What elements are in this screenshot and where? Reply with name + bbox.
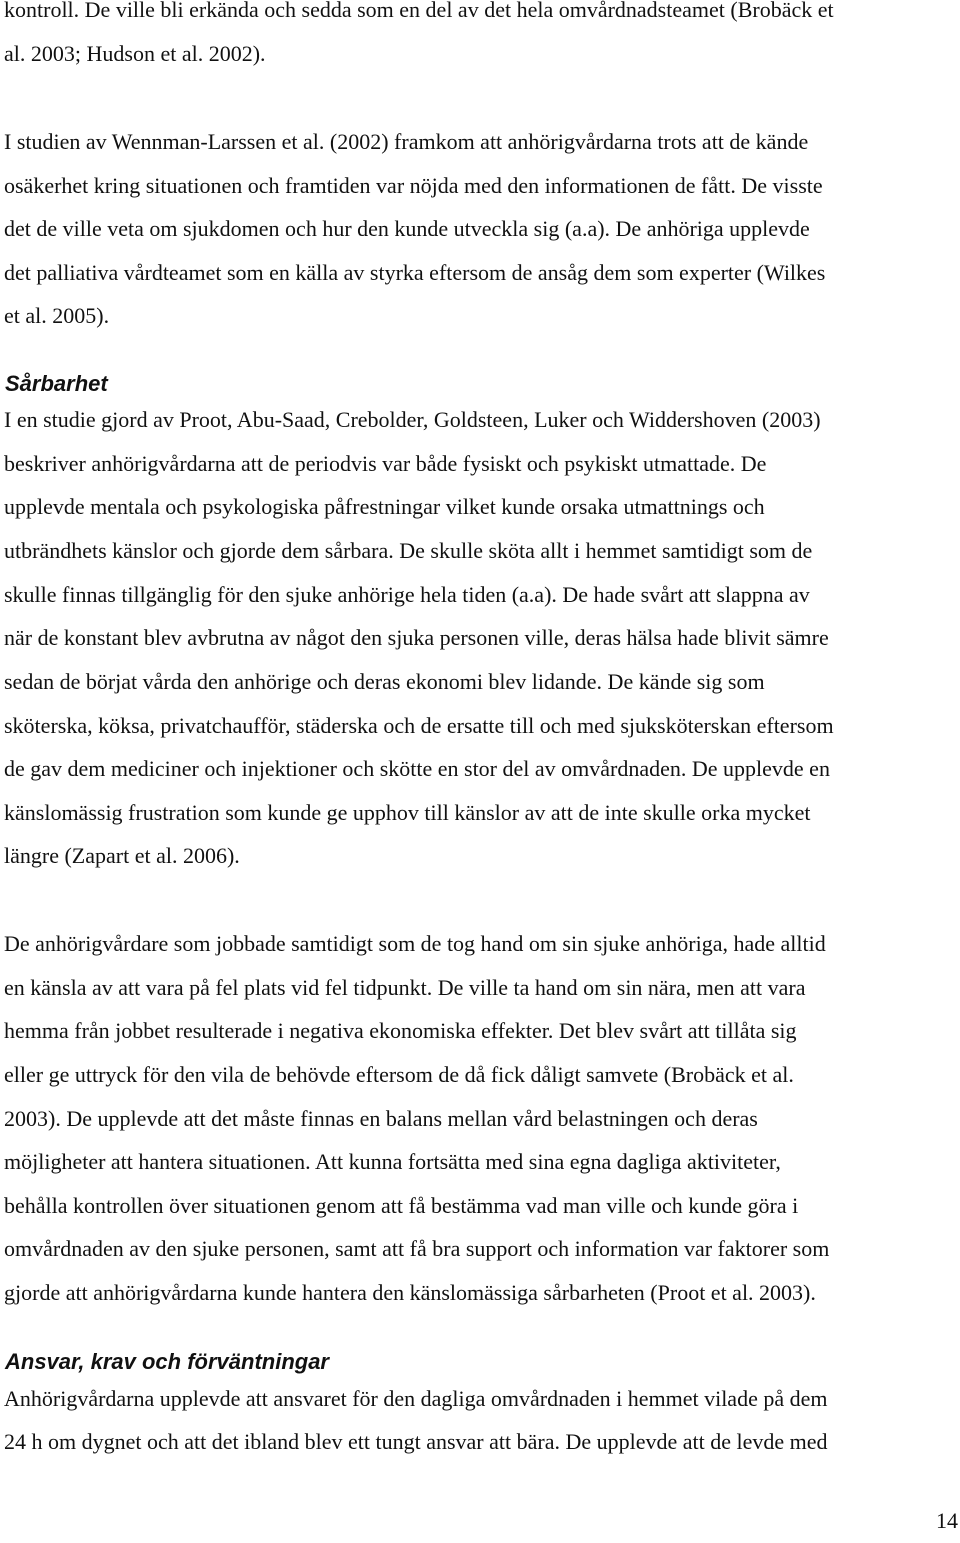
- text-line: när de konstant blev avbrutna av något den sjuka personen ville, deras hälsa hade blivit sämre: [4, 625, 829, 650]
- text-line: längre (Zapart et al. 2006).: [4, 843, 240, 868]
- text-line: det de ville veta om sjukdomen och hur den kunde utveckla sig (a.a). De anhöriga upplevde: [4, 216, 810, 241]
- text-line: et al. 2005).: [4, 303, 110, 328]
- text-line: upplevde mentala och psykologiska påfrestningar vilket kunde orsaka utmattnings och: [4, 494, 765, 519]
- page-number: 14: [936, 1508, 958, 1533]
- text-line: gjorde att anhörigvårdarna kunde hantera den känslomässiga sårbarheten (Proot et al. 2003).: [4, 1280, 816, 1305]
- text-line: osäkerhet kring situationen och framtiden var nöjda med den informationen de fått. De visste: [4, 173, 823, 198]
- text-line: omvårdnaden av den sjuke personen, samt att få bra support och information var faktorer som: [4, 1236, 830, 1261]
- text-line: beskriver anhörigvårdarna att de periodvis var både fysiskt och psykiskt utmattade. De: [4, 451, 767, 476]
- text-line: en känsla av att vara på fel plats vid fel tidpunkt. De ville ta hand om sin nära, men att vara: [4, 975, 806, 1000]
- text-line: känslomässig frustration som kunde ge upphov till känslor av att de inte skulle orka mycket: [4, 800, 811, 825]
- text-line: Anhörigvårdarna upplevde att ansvaret för den dagliga omvårdnaden i hemmet vilade på dem: [4, 1386, 828, 1411]
- text-line: möjligheter att hantera situationen. Att kunna fortsätta med sina egna dagliga aktiviteter,: [4, 1149, 781, 1174]
- text-line: skulle finnas tillgänglig för den sjuke anhörige hela tiden (a.a). De hade svårt att slappna av: [4, 582, 810, 607]
- text-line: I studien av Wennman-Larssen et al. (2002) framkom att anhörigvårdarna trots att de kände: [4, 129, 809, 154]
- text-line: I en studie gjord av Proot, Abu-Saad, Crebolder, Goldsteen, Luker och Widdershoven (2003): [4, 407, 821, 432]
- text-line: De anhörigvårdare som jobbade samtidigt som de tog hand om sin sjuke anhöriga, hade alltid: [4, 931, 826, 956]
- text-line: sedan de börjat vårda den anhörige och deras ekonomi blev lidande. De kände sig som: [4, 669, 765, 694]
- text-line: 2003). De upplevde att det måste finnas en balans mellan vård belastningen och deras: [4, 1106, 758, 1131]
- section-heading-sarbarhet: Sårbarhet: [5, 371, 108, 396]
- text-line: 24 h om dygnet och att det ibland blev ett tungt ansvar att bära. De upplevde att de levde med: [4, 1429, 828, 1454]
- text-line: kontroll. De ville bli erkända och sedda som en del av det hela omvårdnadsteamet (Brobäck et: [4, 0, 834, 22]
- text-line: det palliativa vårdteamet som en källa av styrka eftersom de ansåg dem som experter (Wilkes: [4, 260, 826, 285]
- text-line: utbrändhets känslor och gjorde dem sårbara. De skulle sköta allt i hemmet samtidigt som de: [4, 538, 813, 563]
- text-line: sköterska, köksa, privatchaufför, städerska och de ersatte till och med sjuksköterskan eftersom: [4, 713, 834, 738]
- text-line: de gav dem mediciner och injektioner och skötte en stor del av omvårdnaden. De upplevde en: [4, 756, 830, 781]
- text-line: eller ge uttryck för den vila de behövde eftersom de då fick dåligt samvete (Brobäck et al.: [4, 1062, 794, 1087]
- section-heading-ansvar: Ansvar, krav och förväntningar: [5, 1349, 329, 1374]
- text-line: hemma från jobbet resulterade i negativa ekonomiska effekter. Det blev svårt att tillåta sig: [4, 1018, 797, 1043]
- text-line: behålla kontrollen över situationen genom att få bestämma vad man ville och kunde göra i: [4, 1193, 799, 1218]
- text-line: al. 2003; Hudson et al. 2002).: [4, 41, 266, 66]
